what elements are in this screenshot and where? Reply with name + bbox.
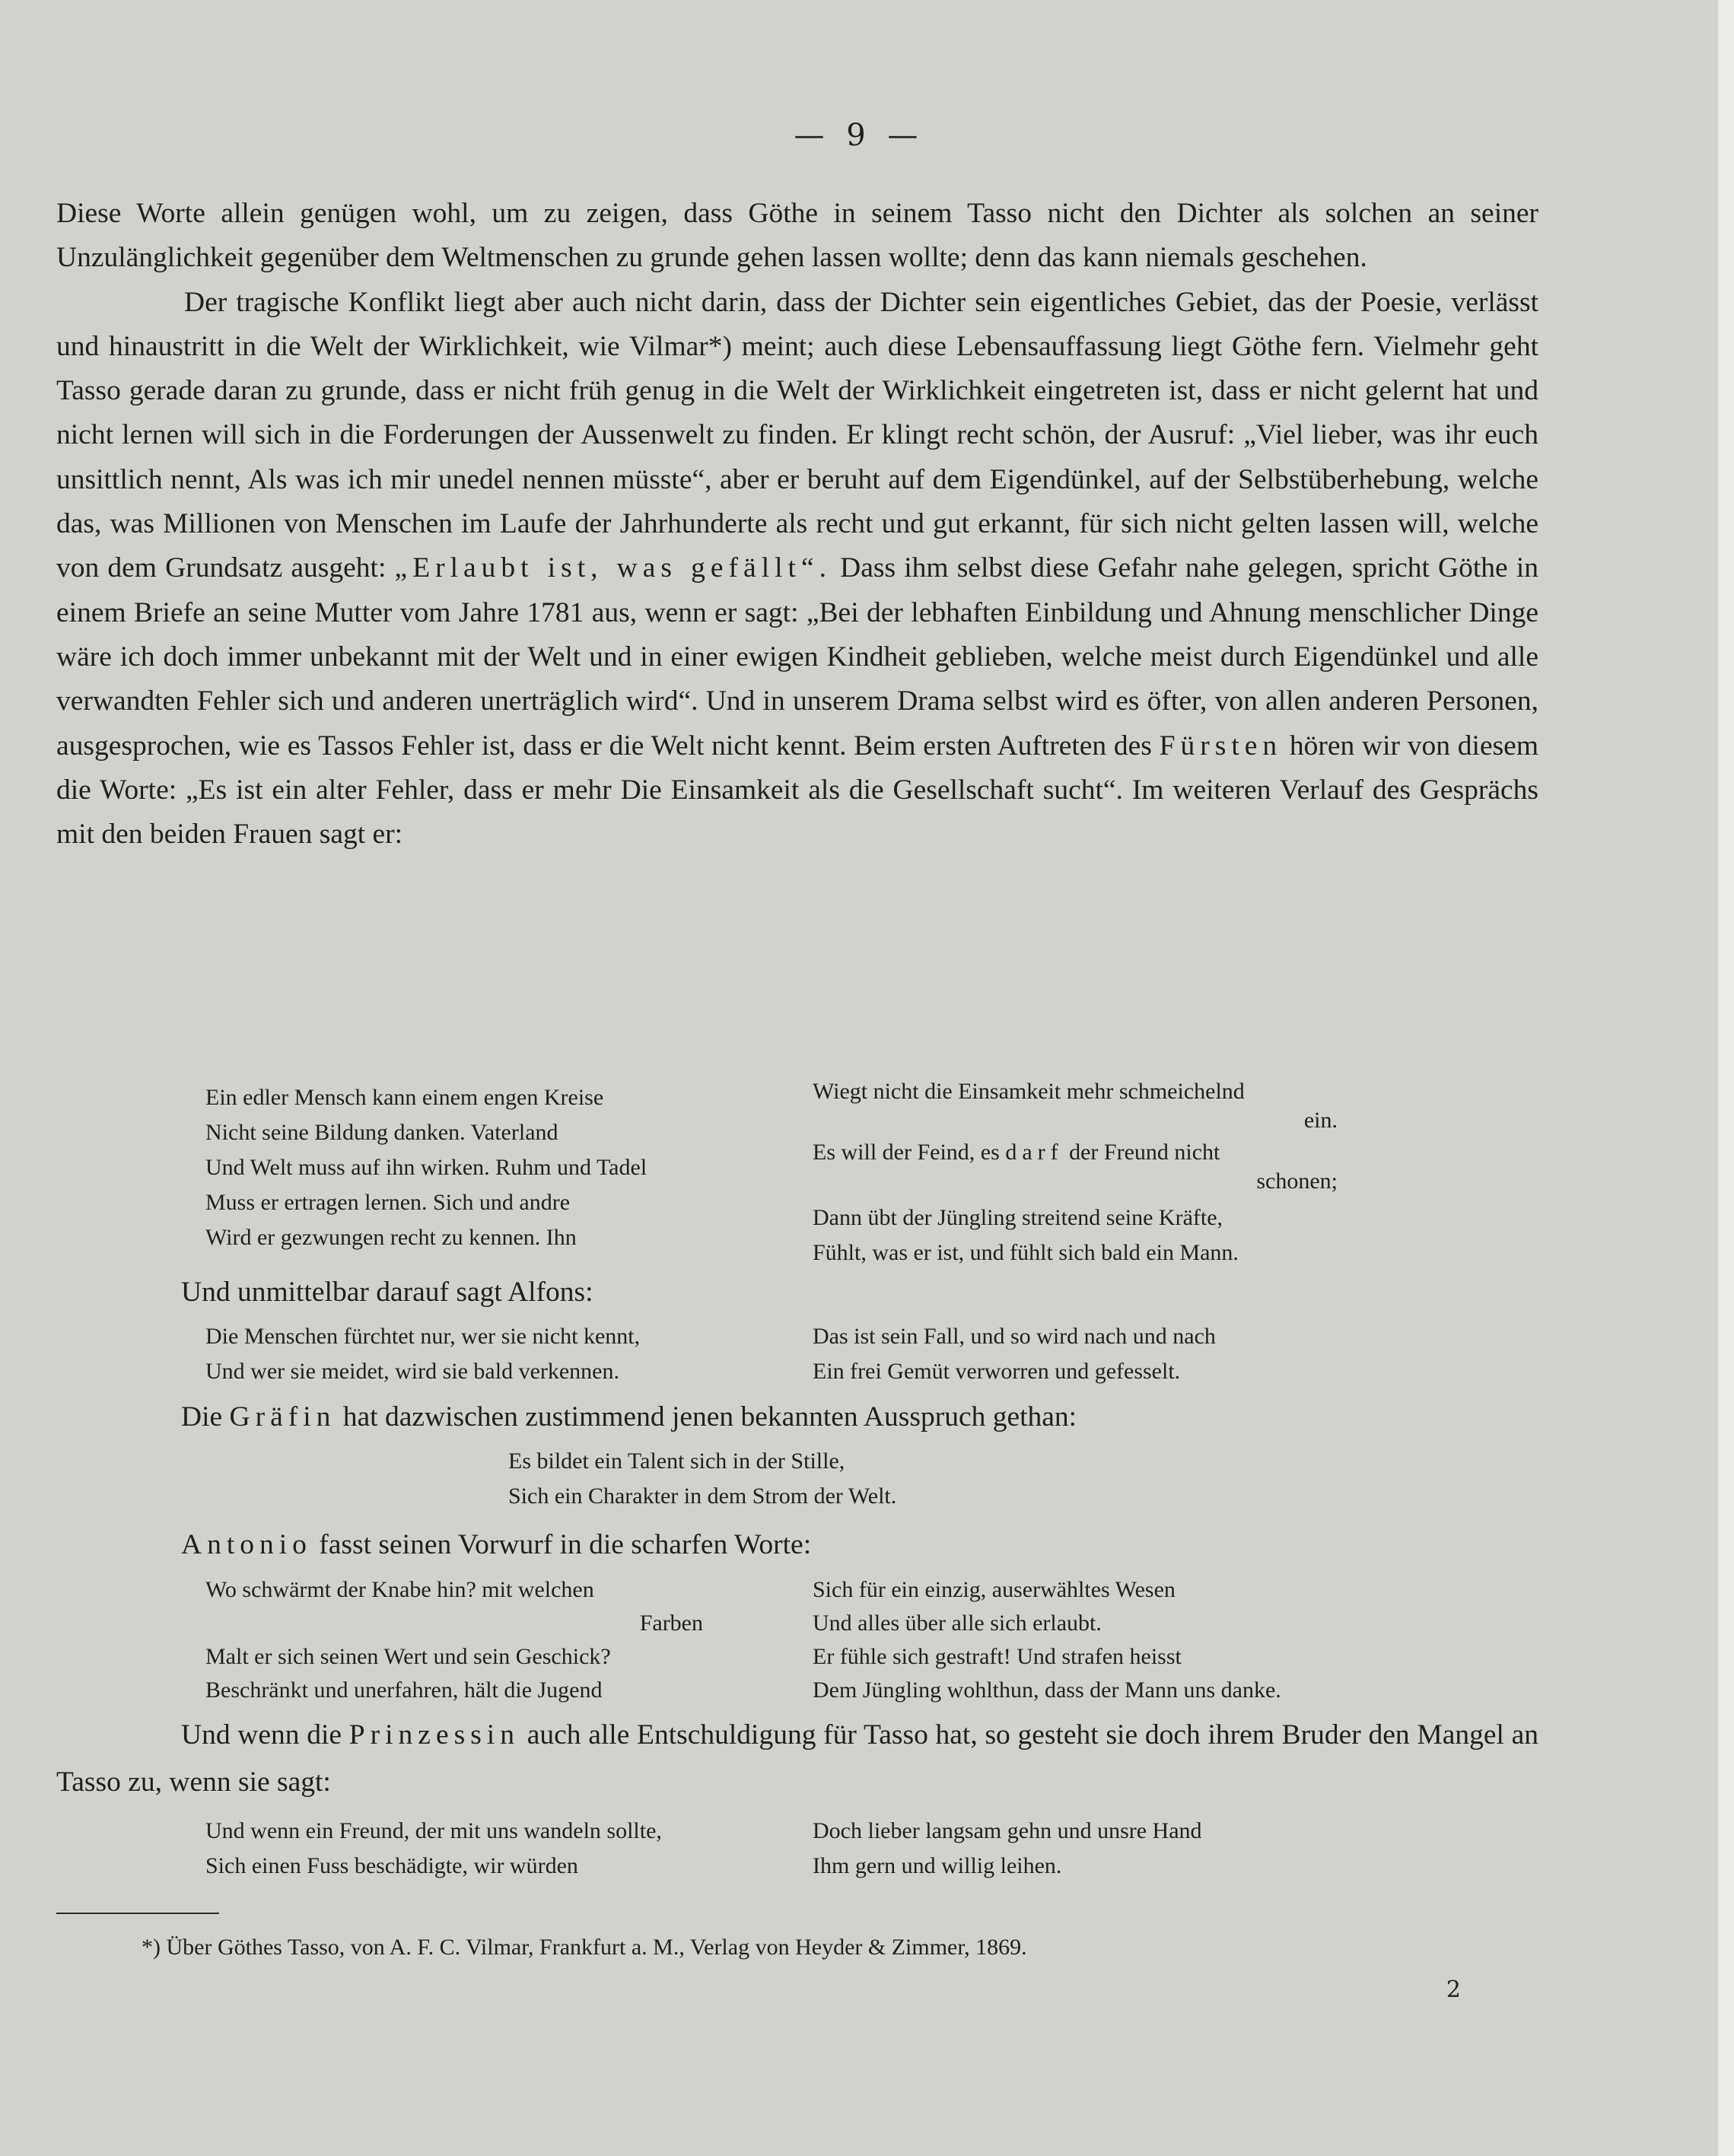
page-number: — 9 — xyxy=(794,118,924,153)
paragraph-text: Und wenn die xyxy=(181,1719,342,1751)
verse-line: Nicht seine Bildung danken. Vaterland xyxy=(205,1120,558,1145)
verse-line: Sich einen Fuss beschädigte, wir würden xyxy=(205,1853,578,1878)
verse-line: Sich für ein einzig, auserwähltes Wesen xyxy=(813,1577,1176,1602)
spaced-word-darf: darf xyxy=(1005,1140,1064,1165)
verse-line: Wird er gezwungen recht zu kennen. Ihn xyxy=(205,1225,577,1250)
intro-antonio xyxy=(181,1526,811,1564)
verse-line: Dann übt der Jüngling streitend seine Kräfte, xyxy=(813,1205,1223,1230)
verse-line: Er fühle sich gestraft! Und strafen heisst xyxy=(813,1644,1182,1669)
verse-line: Malt er sich seinen Wert und sein Geschick? xyxy=(205,1644,611,1669)
verse-line-continuation: Farben xyxy=(639,1611,703,1636)
verse-block-5-left xyxy=(205,1814,791,1884)
paragraph-1: Diese Worte allein genügen wohl, um zu zeigen, dass Göthe in seinem Tasso nicht den Dichter als solchen an seiner Unzulänglichkeit gegenüber dem Weltmenschen zu grunde gehen lassen wollte; denn das kann niemals geschehen. xyxy=(56,198,1538,274)
verse-block-5-right xyxy=(813,1814,1391,1884)
verse-line: Die Menschen fürchtet nur, wer sie nicht kennt, xyxy=(205,1324,641,1349)
intro-graefin xyxy=(181,1398,1077,1436)
verse-line xyxy=(813,1138,1391,1167)
verse-line: Wiegt nicht die Einsamkeit mehr schmeichelnd xyxy=(813,1079,1245,1104)
intro-text: fasst seinen Vorwurf in die scharfen Worte: xyxy=(319,1529,812,1560)
verse-line: Und Welt muss auf ihn wirken. Ruhm und Tadel xyxy=(205,1155,647,1180)
footnote: *) Über Göthes Tasso, von A. F. C. Vilmar, Frankfurt a. M., Verlag von Heyder & Zimmer, 1869. xyxy=(142,1935,1027,1960)
verse-line: Wo schwärmt der Knabe hin? mit welchen xyxy=(205,1577,594,1602)
spaced-name-graefin: Gräfin xyxy=(229,1401,336,1433)
paragraph-prinzessin xyxy=(56,1712,1538,1806)
verse-line: Und alles über alle sich erlaubt. xyxy=(813,1611,1102,1636)
intro-text: hat dazwischen zustimmend jenen bekannten Ausspruch gethan: xyxy=(342,1401,1077,1433)
verse-line: Und wer sie meidet, wird sie bald verkennen. xyxy=(205,1359,619,1384)
main-text xyxy=(56,192,1538,857)
verse-line: Beschränkt und unerfahren, hält die Jugend xyxy=(205,1677,603,1703)
verse-block-1-right xyxy=(813,1077,1391,1270)
verse-line-continuation: schonen; xyxy=(1256,1169,1338,1194)
verse-text: der Freund nicht xyxy=(1069,1140,1220,1165)
verse-block-4-right xyxy=(813,1573,1391,1707)
paragraph-3 xyxy=(56,1712,1538,1806)
verse-line: Ein edler Mensch kann einem engen Kreise xyxy=(205,1085,604,1110)
verse-line: Und wenn ein Freund, der mit uns wandeln sollte, xyxy=(205,1818,662,1843)
verse-line: Fühlt, was er ist, und fühlt sich bald ein Mann. xyxy=(813,1240,1239,1265)
spaced-name-antonio: Antonio xyxy=(181,1529,312,1560)
paragraph-2-text: Der tragische Konflikt liegt aber auch nicht darin, dass der Dichter sein eigentliches Gebiet, das der Poesie, verlässt und hinaustritt in die Welt der Wirklichkeit, wie Vilmar*) meint; auch diese Lebensauffassung liegt Göthe fern. Vielmehr geht Tasso gerade daran zu grunde, dass er nicht früh genug in die Welt der Wirklichkeit eingetreten ist, dass er nicht gelernt hat und nicht lernen will sich in die Forderungen der Aussenwelt zu finden. Er klingt recht schön, der Ausruf: „Viel lieber, was ihr euch unsittlich nennt, Als was ich mir unedel nennen müsste“, aber er beruht auf dem Eigendünkel, auf der Selbstüberhebung, welche das, was Millionen von Menschen im Laufe der Jahrhunderte als recht und gut erkannt, für sich nicht gelten lassen will, welche von dem Grundsatz ausgeht: xyxy=(56,286,1538,584)
intro-alfons: Und unmittelbar darauf sagt Alfons: xyxy=(181,1277,593,1308)
verse-line: Dem Jüngling wohlthun, dass der Mann uns danke. xyxy=(813,1677,1281,1703)
page-edge xyxy=(1718,0,1734,2156)
verse-block-3 xyxy=(508,1444,1193,1514)
spaced-quote: „Erlaubt ist, was gefällt“. xyxy=(394,552,832,584)
verse-line-continuation: ein. xyxy=(1303,1108,1338,1133)
footnote-rule xyxy=(56,1913,219,1914)
verse-line: Das ist sein Fall, und so wird nach und nach xyxy=(813,1324,1216,1349)
paragraph-2-end: hören wir von diesem die Worte: „Es ist ein alter Fehler, dass er mehr Die Einsamkeit als die Gesellschaft sucht“. Im weiteren Verlauf des Gesprächs mit den beiden Frauen sagt er: xyxy=(56,730,1538,851)
verse-block-2-right xyxy=(813,1319,1391,1389)
paragraph-text: auch alle Entschuldigung für Tasso hat, so gesteht sie doch ihrem Bruder den Mangel an Tasso zu, wenn sie sagt: xyxy=(56,1719,1539,1798)
intro-text: Die xyxy=(181,1401,223,1433)
verse-line: Doch lieber langsam gehn und unsre Hand xyxy=(813,1818,1202,1843)
spaced-name-fuersten: Fürsten xyxy=(1159,730,1283,762)
paragraph-2 xyxy=(56,281,1538,857)
verse-text: Es will der Feind, es xyxy=(813,1140,1000,1165)
verse-block-4-left xyxy=(205,1573,791,1707)
verse-block-1-left xyxy=(205,1080,791,1255)
verse-line: Muss er ertragen lernen. Sich und andre xyxy=(205,1190,571,1215)
verse-block-2-left xyxy=(205,1319,791,1389)
verse-line: Sich ein Charakter in dem Strom der Welt. xyxy=(508,1483,897,1509)
verse-line: Ein frei Gemüt verworren und gefesselt. xyxy=(813,1359,1181,1384)
paragraph-2-continued: Dass ihm selbst diese Gefahr nahe gelegen, spricht Göthe in einem Briefe an seine Mutter vom Jahre 1781 aus, wenn er sagt: „Bei der lebhaften Einbildung und Ahnung menschlicher Dinge wäre ich doch immer unbekannt mit der Welt und in einer ewigen Kindheit geblieben, welche meist durch Eigendünkel und alle verwandten Fehler sich und anderen unerträglich wird“. Und in unserem Drama selbst wird es öfter, von allen anderen Personen, ausgesprochen, wie es Tassos Fehler ist, dass er die Welt nicht kennt. Beim ersten Auftreten des xyxy=(56,552,1539,762)
sheet-signature-number: 2 xyxy=(1446,1976,1461,2003)
verse-line: Es bildet ein Talent sich in der Stille, xyxy=(508,1448,845,1474)
spaced-name-prinzessin: Prinzessin xyxy=(348,1719,520,1751)
verse-line: Ihm gern und willig leihen. xyxy=(813,1853,1062,1878)
